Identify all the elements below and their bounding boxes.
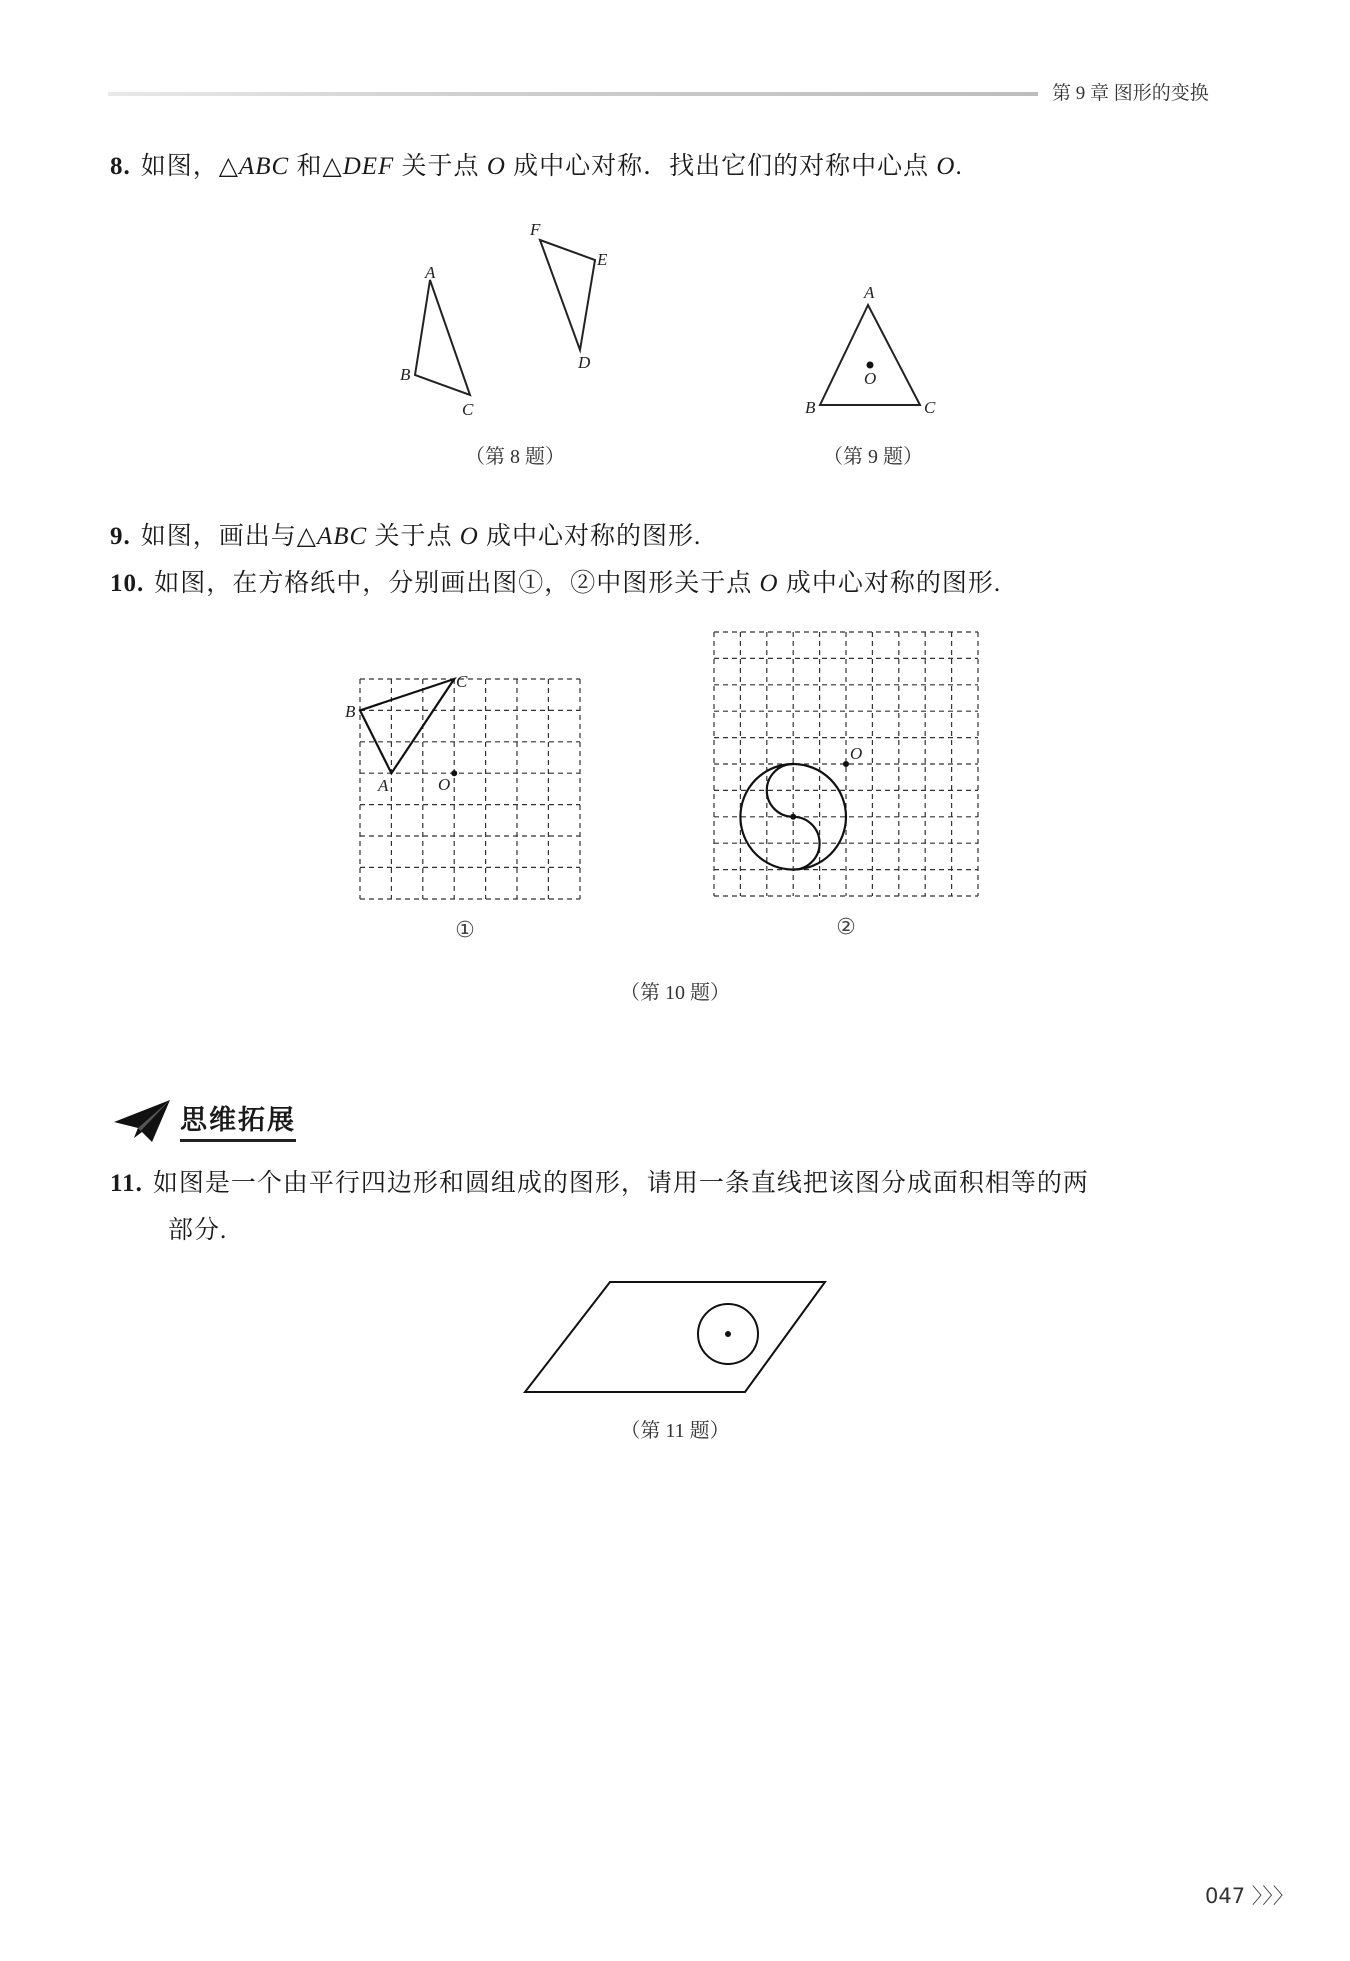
question-11-line2: 部分. — [168, 1217, 228, 1244]
caption-figure-10: （第 10 题） — [620, 982, 730, 1004]
center-point — [790, 814, 796, 820]
label-d: D — [578, 353, 591, 372]
figure-9 — [800, 280, 960, 420]
circle-center — [725, 1331, 731, 1337]
figure-10-2 — [700, 622, 1000, 907]
label-f: F — [530, 220, 541, 239]
label-b: B — [805, 398, 816, 417]
label-a: A — [425, 263, 436, 282]
question-9: 9. 如图，画出与△ABC 关于点 O 成中心对称的图形. — [110, 523, 702, 550]
header-rule — [108, 92, 1038, 96]
label-a: A — [378, 776, 389, 795]
figure-8 — [380, 210, 640, 430]
point-o — [843, 761, 849, 767]
sublabel-2: ② — [836, 915, 856, 940]
figure-10-1 — [340, 670, 600, 910]
label-b: B — [400, 365, 411, 384]
caption-figure-11: （第 11 题） — [620, 1420, 730, 1442]
question-8: 8. 如图，△ABC 和△DEF 关于点 O 成中心对称．找出它们的对称中心点 O. — [110, 153, 963, 180]
sublabel-1: ① — [455, 918, 475, 943]
label-o: O — [438, 775, 451, 794]
caption-figure-9: （第 9 题） — [823, 446, 923, 468]
label-e: E — [597, 250, 608, 269]
paper-plane-icon — [112, 1098, 172, 1144]
label-o: O — [864, 369, 877, 388]
triangle-abc-9 — [820, 305, 920, 405]
caption-figure-8: （第 8 题） — [465, 446, 565, 468]
point-o — [867, 362, 874, 369]
triangle-def — [540, 240, 595, 350]
grid-1 — [360, 679, 580, 899]
figure-11 — [515, 1272, 835, 1402]
label-o: O — [850, 744, 863, 763]
triangle-abc-10 — [360, 679, 454, 773]
section-title: 思维拓展 — [180, 1098, 296, 1142]
triangle-abc — [415, 280, 470, 395]
label-a: A — [864, 283, 875, 302]
label-b: B — [345, 702, 356, 721]
point-o — [451, 770, 457, 776]
label-c: C — [924, 398, 936, 417]
question-10: 10. 如图，在方格纸中，分别画出图①，②中图形关于点 O 成中心对称的图形. — [110, 570, 1002, 597]
question-11: 11. 如图是一个由平行四边形和圆组成的图形，请用一条直线把该图分成面积相等的两 — [110, 1170, 1089, 1197]
chapter-title: 第 9 章 图形的变换 — [1052, 83, 1209, 104]
label-c: C — [456, 672, 468, 691]
page-number: 047 〉〉〉 — [1205, 1884, 1294, 1908]
parallelogram — [525, 1282, 825, 1392]
label-c: C — [462, 400, 474, 419]
